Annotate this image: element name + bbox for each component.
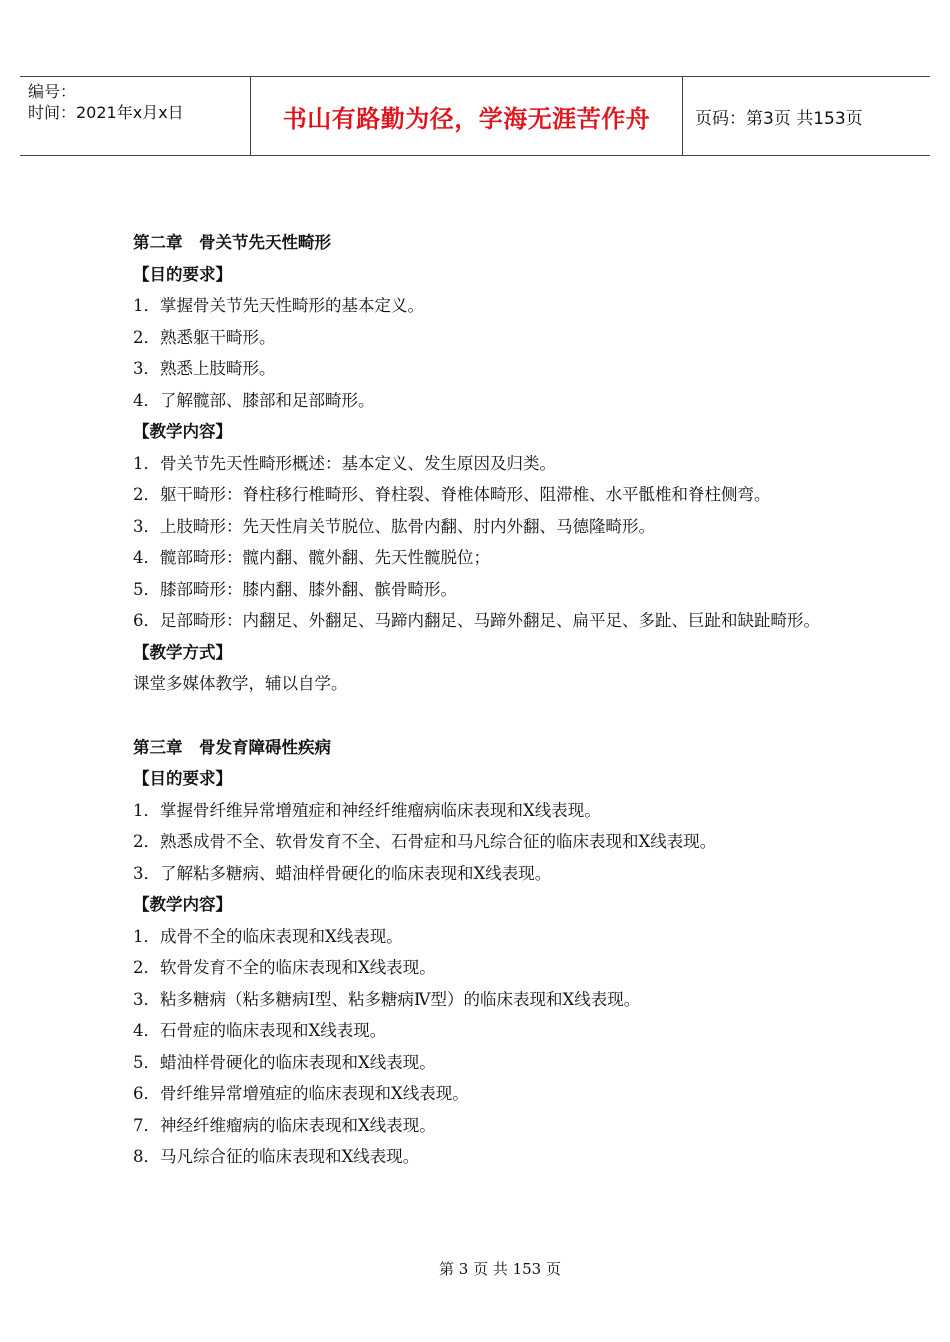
chapter2-content-item: 6．足部畸形：内翻足、外翻足、马蹄内翻足、马蹄外翻足、扁平足、多趾、巨趾和缺趾畸形。 [133, 611, 820, 630]
chapter2-content-item: 4．髋部畸形：髋内翻、髋外翻、先天性髋脱位； [133, 548, 490, 567]
chapter2-content-item: 2．躯干畸形：脊柱移行椎畸形、脊柱裂、脊椎体畸形、阻滞椎、水平骶椎和脊柱侧弯。 [133, 485, 771, 504]
header-page-info: 页码：第3页 共153页 [695, 108, 863, 129]
chapter2-goals-heading: 【目的要求】 [133, 264, 232, 284]
chapter2-content-item: 5．膝部畸形：膝内翻、膝外翻、髌骨畸形。 [133, 579, 457, 599]
chapter3-content-item: 7．神经纤维瘤病的临床表现和X线表现。 [133, 1115, 436, 1135]
chapter3-content-item: 8．马凡综合征的临床表现和X线表现。 [133, 1147, 420, 1166]
chapter2-method: 课堂多媒体教学，辅以自学。 [133, 674, 348, 693]
document-body [95, 227, 860, 1173]
chapter3-title: 第三章 骨发育障碍性疾病 [133, 737, 331, 757]
chapter3-goals-heading: 【目的要求】 [133, 769, 232, 788]
chapter3-content-item: 4．石骨症的临床表现和X线表现。 [133, 1021, 387, 1040]
chapter3-content-item: 2．软骨发育不全的临床表现和X线表现。 [133, 958, 436, 977]
page-footer: 第 3 页 共 153 页 [438, 1260, 561, 1278]
chapter2-goal: 1．掌握骨关节先天性畸形的基本定义。 [133, 296, 424, 315]
chapter3-content-item: 1．成骨不全的临床表现和X线表现。 [133, 926, 403, 946]
page-header [20, 76, 930, 156]
section-gap [95, 700, 860, 732]
chapter2-goal: 2．熟悉躯干畸形。 [133, 327, 276, 347]
chapter2-goal: 4．了解髋部、膝部和足部畸形。 [133, 390, 375, 410]
chapter3-content-heading: 【教学内容】 [133, 895, 232, 914]
chapter3-goal: 3．了解粘多糖病、蜡油样骨硬化的临床表现和X线表现。 [133, 863, 552, 883]
chapter2-content-item: 1．骨关节先天性畸形概述：基本定义、发生原因及归类。 [133, 453, 556, 473]
header-meta [20, 77, 251, 155]
chapter2-content-heading: 【教学内容】 [133, 422, 232, 441]
chapter3-content-item: 5．蜡油样骨硬化的临床表现和X线表现。 [133, 1052, 436, 1072]
header-motto: 书山有路勤为径，学海无涯苦作舟 [251, 77, 683, 155]
time-label: 时间：2021年x月x日 [28, 103, 184, 122]
chapter3-goal: 2．熟悉成骨不全、软骨发育不全、石骨症和马凡综合征的临床表现和X线表现。 [133, 832, 717, 851]
chapter2-content-item: 3．上肢畸形：先天性肩关节脱位、肱骨内翻、肘内外翻、马德隆畸形。 [133, 516, 655, 536]
chapter2-goal: 3．熟悉上肢畸形。 [133, 359, 276, 378]
chapter3-content-item: 6．骨纤维异常增殖症的临床表现和X线表现。 [133, 1084, 469, 1103]
number-label: 编号： [28, 82, 77, 101]
chapter3-content-item: 3．粘多糖病（粘多糖病Ⅰ型、粘多糖病Ⅳ型）的临床表现和X线表现。 [133, 989, 641, 1009]
chapter2-method-heading: 【教学方式】 [133, 642, 232, 662]
chapter2-title: 第二章 骨关节先天性畸形 [133, 233, 331, 252]
chapter3-goal: 1．掌握骨纤维异常增殖症和神经纤维瘤病临床表现和X线表现。 [133, 800, 601, 820]
